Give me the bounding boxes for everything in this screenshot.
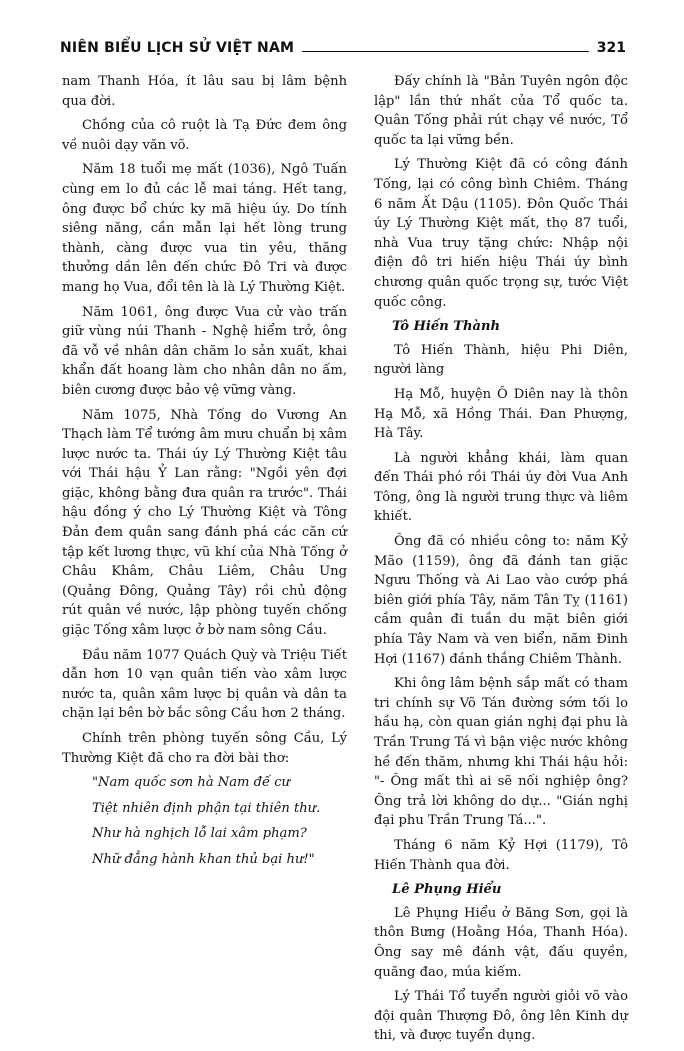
paragraph: Chính trên phòng tuyến sông Cầu, Lý Thường Kiệt đã cho ra đời bài thơ: (62, 731, 347, 766)
paragraph: Là người khẳng khái, làm quan đến Thái phó rồi Thái úy đời Vua Anh Tông, ông là người trung thực và liêm khiết. (374, 450, 628, 525)
paragraph: Hạ Mỗ, huyện Ô Diên nay là thôn Hạ Mỗ, xã Hồng Thái. Đan Phượng, Hà Tây. (374, 386, 628, 442)
page-number: 321 (596, 40, 626, 56)
running-header (60, 34, 626, 56)
poem-line: Như hà nghịch lỗ lai xâm phạm? (92, 826, 307, 842)
paragraph: Chồng của cô ruột là Tạ Đức đem ông về nuôi dạy văn võ. (62, 118, 347, 153)
left-column (62, 72, 347, 876)
paragraph: Lê Phụng Hiểu ở Băng Sơn, gọi là thôn Bưng (Hoằng Hóa, Thanh Hóa). Ông say mê đánh vật, đấu quyền, quăng đao, múa kiếm. (374, 905, 628, 980)
paragraph: Lý Thường Kiệt đã có công đánh Tống, lại có công bình Chiêm. Tháng 6 năm Ất Dậu (1105). Đôn Quốc Thái úy Lý Thường Kiệt mất, thọ 87 tuổi, nhà Vua truy tặng chức: Nhập nội điện đô tri hiến hiệu Thái úy bình chương quân quốc trọng sự, tước Việt quốc công. (374, 157, 628, 310)
paragraph: Đầu năm 1077 Quách Quỳ và Triệu Tiết dẫn hơn 10 vạn quân tiến vào xâm lược nước ta, quân xâm lược bị quân và dân ta chặn lại bên bờ bắc sông Cầu hơn 2 tháng. (62, 647, 347, 722)
paragraph: Khi ông lâm bệnh sắp mất có tham tri chính sự Võ Tán đường sớm tối lo hầu hạ, còn quan gián nghị đại phu là Trần Trung Tá vì bận việc nước không hề đến thăm, nhưng khi Thái hậu hỏi: "- Ông mất thì ai sẽ nối nghiệp ông? Ông trả lời không do dự... "Gián nghị đại phu Trần Trung Tá...". (374, 676, 628, 829)
poem-line: Tiệt nhiên định phận tại thiên thư. (92, 800, 321, 816)
right-column (374, 72, 628, 1051)
paragraph: Ông đã có nhiều công to: năm Kỷ Mão (1159), ông đã đánh tan giặc Ngưu Thống và Ai Lao vào cướp phá biên giới phía Tây, năm Tân Tỵ (1161) cầm quân đi tuần du mặt biên giới phía Tây Nam và ven biển, năm Đinh Hợi (1167) đánh thắng Chiêm Thành. (374, 534, 628, 667)
section-heading: Lê Phụng Hiểu (392, 882, 502, 898)
paragraph: Năm 1075, Nhà Tống do Vương An Thạch làm Tể tướng âm mưu chuẩn bị xâm lược nước ta. Thái úy Lý Thường Kiệt tâu với Thái hậu Ỷ Lan rằng: "Ngồi yên đợi giặc, không bằng đưa quân ra trước". Thái hậu đồng ý cho Lý Thường Kiệt và Tông Đản đem quân sang đánh phá các căn cứ tập kết lương thực, vũ khí của Nhà Tống ở Châu Khâm, Châu Liêm, Châu Ung (Quảng Đông, Quảng Tây) rồi chủ động rút quân về nước, lập phòng tuyến chống giặc Tống xâm lược ở bờ nam sông Cầu. (62, 407, 347, 639)
poem-line: Nhữ đẳng hành khan thủ bại hư!" (92, 851, 315, 867)
paragraph: Lý Thái Tổ tuyển người giỏi võ vào đội quân Thượng Đô, ông lên Kinh dự thi, và được tuyển dụng. (374, 989, 628, 1044)
paragraph: Tháng 6 năm Kỷ Hợi (1179), Tô Hiến Thành qua đời. (374, 837, 628, 873)
paragraph: Năm 18 tuổi mẹ mất (1036), Ngô Tuấn cùng em lo đủ các lễ mai táng. Hết tang, ông được bổ chức ky mã hiệu úy. Do tính siêng năng, cần mẫn lại hết lòng trung thành, càng được vua tin yêu, thăng thưởng dần lên đến chức Đô Tri và được mang họ Vua, đổi tên là là Lý Thường Kiệt. (62, 162, 347, 295)
poem-line: "Nam quốc sơn hà Nam đế cư (92, 775, 290, 791)
paragraph: Đấy chính là "Bản Tuyên ngôn độc lập" lần thứ nhất của Tổ quốc ta. Quân Tống phải rút chạy về nước, Tổ quốc ta lại vững bền. (374, 74, 628, 148)
paragraph: nam Thanh Hóa, ít lâu sau bị lâm bệnh qua đời. (62, 74, 347, 109)
header-rule (302, 51, 589, 52)
section-heading: Tô Hiến Thành (392, 319, 501, 335)
paragraph: Tô Hiến Thành, hiệu Phi Diên, người làng (374, 342, 628, 378)
paragraph: Năm 1061, ông được Vua cử vào trấn giữ vùng núi Thanh - Nghệ hiểm trở, ông đã vỗ về nhân dân chăm lo sản xuất, khai khẩn đất hoang làm cho nhân dân no ấm, biên cương được bảo vệ vững vàng. (62, 304, 347, 398)
book-title: NIÊN BIỂU LỊCH SỬ VIỆT NAM (60, 40, 295, 56)
